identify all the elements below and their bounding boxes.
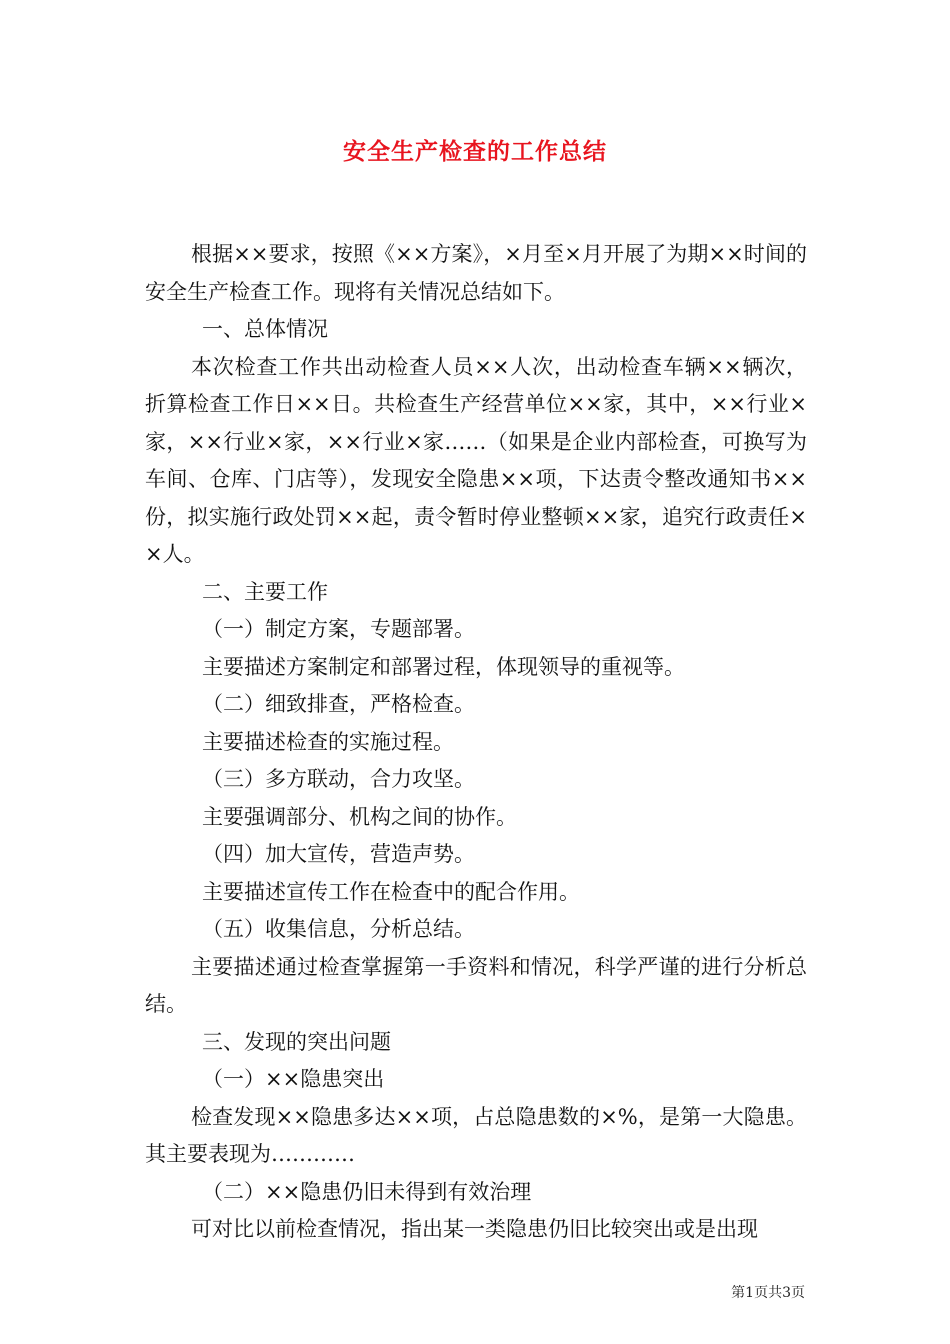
paragraph-cooperation: 主要强调部分、机构之间的协作。 [202, 804, 517, 829]
paragraph-inspection: 主要描述检查的实施过程。 [202, 729, 454, 754]
paragraph-hazard-2: 可对比以前检查情况，指出某一类隐患仍旧比较突出或是出现 [191, 1217, 758, 1241]
paragraph-plan: 主要描述方案制定和部署过程，体现领导的重视等。 [202, 654, 685, 679]
page-number-footer: 第1页共3页 [731, 1285, 805, 1301]
paragraph-intro: 根据××要求，按照《××方案》，×月至×月开展了为期××时间的安全生产检查工作。现将有关情况总结如下。 [145, 242, 807, 304]
subheading-cooperation: （三）多方联动，合力攻坚。 [202, 767, 475, 791]
paragraph-analysis: 主要描述通过检查掌握第一手资料和情况，科学严谨的进行分析总结。 [145, 954, 807, 1016]
subheading-hazard-2: （二）××隐患仍旧未得到有效治理 [202, 1179, 532, 1204]
subheading-publicity: （四）加大宣传，营造声势。 [202, 842, 475, 866]
paragraph-overview: 本次检查工作共出动检查人员××人次，出动检查车辆××辆次，折算检查工作日××日。共检查生产经营单位××家，其中，××行业×家，××行业×家，××行业×家……（如果是企业内部检查，可换写为车间、仓库、门店等），发现安全隐患××项，下达责令整改通知书××份，拟实施行政处罚××起，责令暂时停业整顿××家，追究行政责任××人。 [145, 354, 807, 566]
section-heading-main-work: 二、主要工作 [202, 579, 328, 604]
paragraph-publicity: 主要描述宣传工作在检查中的配合作用。 [202, 879, 580, 904]
section-heading-problems: 三、发现的突出问题 [202, 1029, 391, 1054]
subheading-analysis: （五）收集信息，分析总结。 [202, 917, 475, 941]
paragraph-hazard-1: 检查发现××隐患多达××项，占总隐患数的×%，是第一大隐患。其主要表现为………… [145, 1104, 807, 1166]
subheading-plan: （一）制定方案，专题部署。 [202, 617, 475, 641]
subheading-hazard-1: （一）××隐患突出 [202, 1067, 385, 1091]
document-title: 安全生产检查的工作总结 [343, 138, 607, 165]
section-heading-overview: 一、总体情况 [202, 317, 328, 341]
subheading-inspection: （二）细致排查，严格检查。 [202, 692, 475, 716]
document-body [145, 236, 807, 1249]
